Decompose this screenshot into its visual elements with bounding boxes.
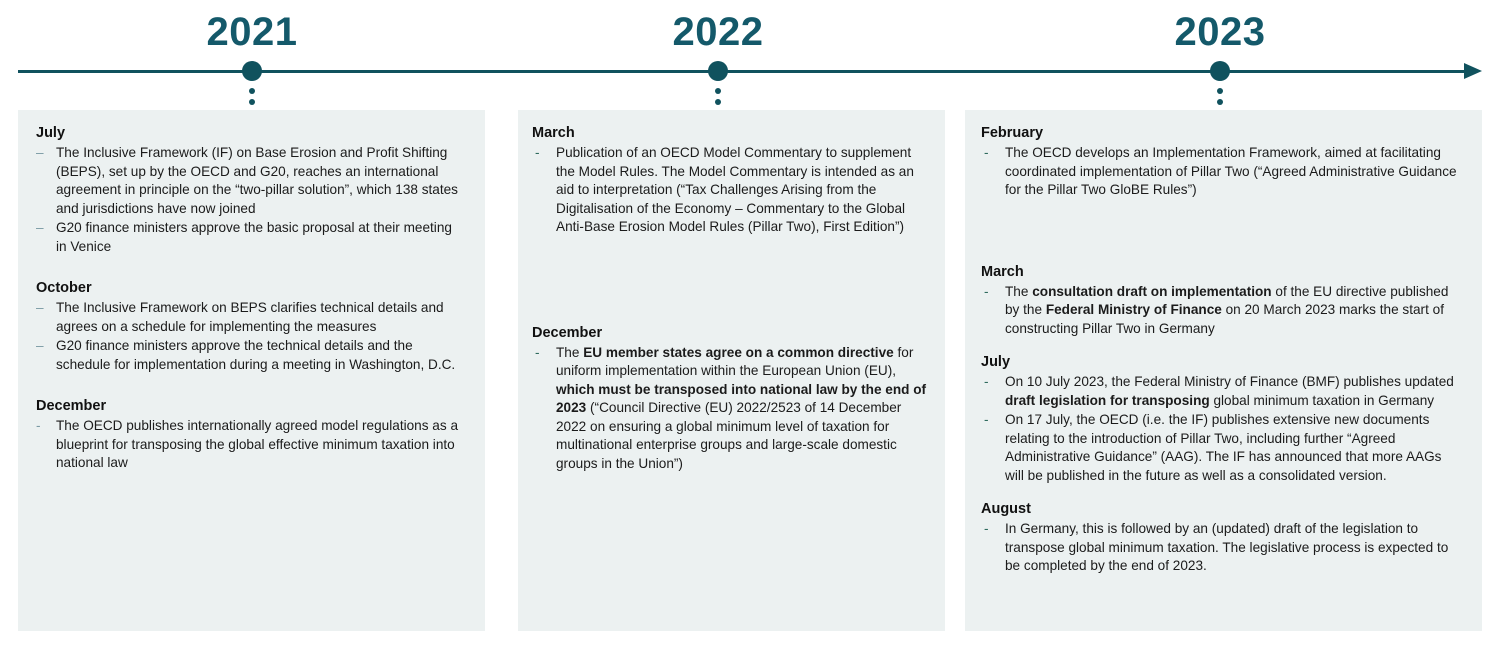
bullet-text: G20 finance ministers approve the technical details and the schedule for implementation during a meeting in Washington, D.C. <box>56 338 456 372</box>
bullet-text: The Inclusive Framework (IF) on Base Erosion and Profit Shifting (BEPS), set up by the OECD and G20, reaches an international agreement in principle on the “two-pillar solution”, which 138 states and jurisdictions have now joined <box>56 145 458 216</box>
bullet-text: In Germany, this is followed by an (updated) draft of the legislation to transpose global minimum taxation. The legislative process is expected to be completed by the end of 2023. <box>1005 521 1449 574</box>
bullet-text: The OECD publishes internationally agreed model regulations as a blueprint for transposing the global effective minimum taxation into national law <box>56 418 458 471</box>
bullet-dash-icon: – <box>36 220 44 236</box>
timeline-panel-2022 <box>518 110 945 631</box>
section-spacer <box>532 238 927 324</box>
bullet-list <box>981 373 1464 485</box>
bullet-item <box>36 219 463 256</box>
timeline-node-icon <box>1210 61 1230 81</box>
bullet-dash-icon: - <box>36 418 41 434</box>
month-block <box>981 353 1464 485</box>
year-label: 2023 <box>1174 10 1266 54</box>
month-block <box>36 124 463 256</box>
bullet-dash-icon: – <box>36 338 44 354</box>
month-title: July <box>36 125 66 141</box>
bullet-item <box>36 299 463 336</box>
bullet-item <box>532 144 927 236</box>
bullet-item <box>36 417 463 472</box>
section-spacer <box>981 339 1464 353</box>
section-spacer <box>36 375 463 397</box>
month-title: August <box>981 501 1031 518</box>
bullet-dash-icon: - <box>535 145 540 161</box>
bullet-dash-icon: – <box>36 145 44 161</box>
month-title: February <box>981 125 1044 141</box>
year-marker-2023 <box>1100 0 1340 52</box>
bullet-dash-icon: - <box>984 412 989 428</box>
bullet-item <box>981 144 1464 199</box>
year-label: 2021 <box>206 10 298 54</box>
bullet-text: On 10 July 2023, the Federal Ministry of Finance (BMF) publishes updated draft legislation for transposing global minimum taxation in Germany <box>1005 374 1454 408</box>
month-block <box>532 324 927 474</box>
bullet-text: Publication of an OECD Model Commentary to supplement the Model Rules. The Model Commentary is intended as an aid to interpretation (“Tax Challenges Arising from the Digitalisation of the Economy – Commentary to the Global Anti-Base Erosion Model Rules (Pillar Two), First Edition”) <box>556 145 914 235</box>
month-block <box>532 124 927 237</box>
bullet-item <box>36 144 463 218</box>
bullet-item <box>981 411 1464 485</box>
timeline-axis <box>18 69 1482 74</box>
bullet-list <box>981 144 1464 199</box>
bullet-item <box>981 373 1464 410</box>
timeline-connector-dot-icon <box>715 88 721 94</box>
bullet-dash-icon: - <box>535 344 540 360</box>
section-spacer <box>981 201 1464 263</box>
bullet-text: On 17 July, the OECD (i.e. the IF) publishes extensive new documents relating to the introduction of Pillar Two, including further “Agreed Administrative Guidance” (AAG). The IF has announced that more AAGs will be published in the future as well as a consolidated version. <box>1005 412 1442 483</box>
timeline-panel-2021 <box>18 110 485 631</box>
bullet-item <box>532 344 927 473</box>
timeline-node-icon <box>708 61 728 81</box>
month-title: December <box>532 324 603 341</box>
timeline-connector-dot-icon <box>1217 99 1223 105</box>
bullet-dash-icon: - <box>984 521 989 537</box>
month-block <box>36 397 463 473</box>
month-title: March <box>981 263 1024 280</box>
bullet-item <box>981 520 1464 575</box>
timeline-connector-dot-icon <box>249 88 255 94</box>
bullet-text: G20 finance ministers approve the basic proposal at their meeting in Venice <box>56 220 452 254</box>
bullet-list <box>36 144 463 256</box>
timeline-panel-2023 <box>965 110 1482 631</box>
bullet-list <box>36 299 463 374</box>
timeline-connector-dot-icon <box>249 99 255 105</box>
bullet-text: The OECD develops an Implementation Framework, aimed at facilitating coordinated implementation of Pillar Two (“Agreed Administrative Guidance for the Pillar Two GloBE Rules”) <box>1005 145 1457 198</box>
timeline-axis-line <box>18 70 1468 73</box>
bullet-list <box>36 417 463 472</box>
timeline-node-icon <box>242 61 262 81</box>
section-spacer <box>36 257 463 279</box>
timeline-arrow-icon <box>1464 63 1482 79</box>
bullet-list <box>981 520 1464 575</box>
month-block <box>981 263 1464 339</box>
bullet-text: The EU member states agree on a common directive for uniform implementation within the European Union (EU), which must be transposed into national law by the end of 2023 (“Council Directive (EU) 2022/2523 of 14 December 2022 on ensuring a global minimum level of taxation for multinational enterprise groups and large-scale domestic groups in the Union”) <box>556 344 927 471</box>
month-block <box>981 500 1464 576</box>
bullet-list <box>532 344 927 473</box>
month-title: July <box>981 354 1011 371</box>
bullet-item <box>36 337 463 374</box>
month-block <box>981 124 1464 200</box>
bullet-list <box>981 283 1464 338</box>
bullet-dash-icon: - <box>984 145 989 161</box>
month-title: October <box>36 280 92 297</box>
bullet-dash-icon: – <box>36 300 44 316</box>
bullet-item <box>981 283 1464 338</box>
bullet-list <box>532 144 927 236</box>
bullet-text: The consultation draft on implementation of the EU directive published by the Federal Ministry of Finance on 20 March 2023 marks the start of constructing Pillar Two in Germany <box>1005 283 1449 336</box>
bullet-text: The Inclusive Framework on BEPS clarifies technical details and agrees on a schedule for implementing the measures <box>56 300 444 334</box>
year-marker-2022 <box>598 0 838 52</box>
month-title: December <box>36 398 107 415</box>
bullet-dash-icon: - <box>984 283 989 299</box>
year-label: 2022 <box>672 10 764 54</box>
month-block <box>36 279 463 374</box>
timeline-connector-dot-icon <box>715 99 721 105</box>
bullet-dash-icon: - <box>984 374 989 390</box>
year-marker-2021 <box>132 0 372 52</box>
timeline-connector-dot-icon <box>1217 88 1223 94</box>
section-spacer <box>981 486 1464 500</box>
month-title: March <box>532 125 575 141</box>
